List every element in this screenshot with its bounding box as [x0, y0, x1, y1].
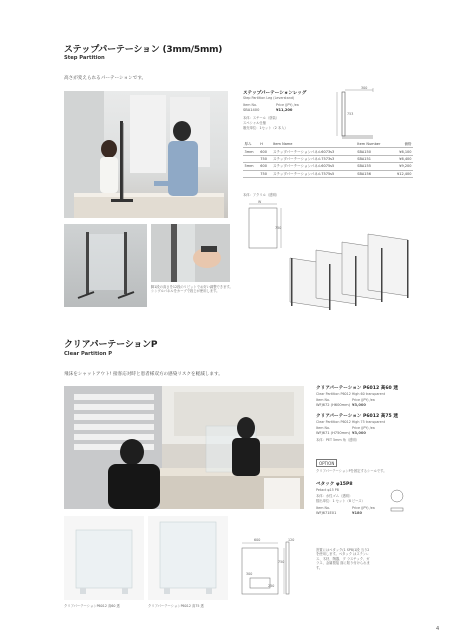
leg-product-name-en: Step Partition Leg (Leverstand) [243, 96, 295, 100]
drawing-dim: 250 [268, 584, 275, 588]
section-lead-step-partition: 高さが変えられるパーテーションです。 [64, 76, 147, 81]
table-cell: ステップパーテーションパネル6073s3 [272, 148, 356, 155]
caption-clear-partition-75: クリアパーテーションP6012 高75 透 [148, 604, 204, 608]
leg-stand-illustration [64, 224, 147, 307]
petact-name-en: Petact φ15 P8 [316, 488, 339, 492]
clear-partition-75-illustration [148, 516, 228, 600]
clear-partition-photo [64, 386, 304, 509]
leg-dim-width: 300 [361, 86, 368, 90]
section-title-step-partition: ステップパーテーション (3mm/5mm) [64, 45, 223, 55]
table-header: 厚み [243, 141, 259, 148]
leg-stand-photo [64, 224, 147, 307]
table-cell: SBA150 [356, 148, 390, 155]
table-cell: SBA151 [356, 155, 390, 162]
petact-drawing [384, 486, 410, 516]
leg-col-price: Price (JPY) /ea [276, 103, 299, 107]
table-cell: ステップパーテーションパネル7573s3 [272, 155, 356, 162]
table-header-row [243, 141, 413, 148]
leg-col-item-no: Item No. [243, 103, 258, 107]
table-cell: ステップパーテーションパネル6075s5 [272, 163, 356, 170]
petact-item-no: WFJ671E01 [316, 511, 337, 515]
drawing-dim: 120 [288, 538, 295, 542]
table-cell: ¥12,400 [390, 170, 413, 177]
table-cell: 3mm [243, 148, 259, 155]
section-title-clear-partition: クリアパーテーションP [64, 340, 158, 350]
clear-partition-60-price: ¥3,000 [352, 403, 366, 407]
table-cell [243, 155, 259, 162]
photo-caption: 脚1段の高さを12段のリピットでお好い調整できます。シングルパネルをカーブで段じが使用します。 [151, 285, 233, 294]
panel-dim-h: 750 [275, 226, 282, 230]
table-cell: 600 [259, 148, 272, 155]
panel-spec-table-wrap [243, 141, 413, 178]
table-cell: 5mm [243, 163, 259, 170]
clear-partition-60-photo [64, 516, 144, 600]
table-cell: ¥6,100 [390, 148, 413, 155]
option-description: クリアパーテーションPを固定するシールです。 [316, 469, 387, 473]
clear-partition-60-item-no: WFJ672 (H600mm) [316, 403, 351, 407]
drawing-dim: 300 [246, 572, 253, 576]
table-cell: ステップパーテーションパネル7575s5 [272, 170, 356, 177]
clear-partition-75-photo [148, 516, 228, 600]
table-row [243, 155, 413, 162]
clear-partition-75-col-price: Price (JPY) /ea [352, 426, 375, 430]
panel-dim-w: W [258, 200, 262, 204]
table-note: 本体：アクリル（透明） [243, 193, 280, 197]
petact-price: ¥180 [352, 511, 363, 515]
step-partition-photo [64, 91, 228, 218]
clear-partition-60-col-price: Price (JPY) /ea [352, 398, 375, 402]
drawing-dim: 600 [254, 538, 261, 542]
table-header: Item Number [356, 141, 390, 148]
clear-partition-60-name-en: Clear Partition P6012 High 60 transparent [316, 392, 386, 396]
petact-col-price: Price (JPY) /ea [352, 506, 375, 510]
option-note: 設置にはペタック(1 SP8)1段 当り2を使用します。ペタック はステンレス、木材、陶器、プ ラスチック、ガラス、金属製接 面に貼り付けられます。 [316, 548, 370, 570]
drawing-dim: 750 [278, 560, 285, 564]
leg-material2: スペシャル仕様 [243, 121, 267, 125]
petact-material: 本体：水性ゴム（透明） [316, 494, 353, 498]
table-cell: ¥6,400 [390, 155, 413, 162]
table-row [243, 148, 413, 155]
clear-partition-60-name: クリアパーテーション P6012 高60 透 [316, 386, 398, 391]
clear-partition-illustration [64, 386, 304, 509]
table-row [243, 163, 413, 170]
table-header: 価格 [390, 141, 413, 148]
table-header: Item Name [272, 141, 356, 148]
section-subtitle-step-partition: Step Partition [64, 55, 105, 61]
option-label: OPTION [316, 459, 337, 467]
petact-col-item: Item No. [316, 506, 331, 510]
table-cell: ¥9,200 [390, 163, 413, 170]
table-cell: 750 [259, 155, 272, 162]
clear-partition-75-item-no: WFJ671 (H750mm) [316, 431, 351, 435]
photo-illustration [64, 91, 228, 218]
adjust-detail-illustration [151, 224, 230, 282]
leg-item-no: SBA1400 [243, 108, 260, 112]
clear-partition-drawing [236, 538, 296, 602]
clear-partition-75-material: 本体：PET 5mm 角（透明） [316, 438, 360, 442]
step-panels-illustration [286, 228, 416, 314]
table-cell: SBA156 [356, 170, 390, 177]
clear-partition-75-name: クリアパーテーション P6012 高75 透 [316, 414, 398, 419]
table-cell: SBA155 [356, 163, 390, 170]
adjust-detail-photo [151, 224, 230, 282]
clear-partition-75-name-en: Clear Partition P6012 High 75 transparent [316, 420, 386, 424]
leg-material: 本体：スチール（塗装） [243, 116, 280, 120]
petact-unit: 数出単位：1 セット（8 ピース） [316, 499, 365, 503]
clear-partition-75-col-item: Item No. [316, 426, 331, 430]
clear-partition-60-illustration [64, 516, 144, 600]
clear-partition-75-price: ¥3,000 [352, 431, 366, 435]
panel-spec-table [243, 141, 413, 178]
caption-clear-partition-60: クリアパーテーションP6012 高60 透 [64, 604, 120, 608]
section-lead-clear-partition: 飛沫をシャットアウト! 接客応対時と患者様双方の感染リスクを軽減します。 [64, 372, 223, 377]
table-header: H [259, 141, 272, 148]
section-subtitle-clear-partition: Clear Partition P [64, 351, 113, 357]
clear-partition-60-col-item: Item No. [316, 398, 331, 402]
petact-name: ペタック φ15P8 [316, 482, 353, 487]
leg-dim-height: 753 [347, 112, 354, 116]
table-cell: 600 [259, 163, 272, 170]
leg-product-name: ステップパーテーションレッグ [243, 91, 307, 96]
page-number: 4 [436, 626, 440, 632]
leg-price: ¥11,200 [276, 108, 293, 112]
table-cell: 750 [259, 170, 272, 177]
table-row [243, 170, 413, 177]
leg-drawing [333, 86, 383, 142]
leg-unit: 販売単位：1セット（2 本入） [243, 126, 288, 130]
table-cell [243, 170, 259, 177]
